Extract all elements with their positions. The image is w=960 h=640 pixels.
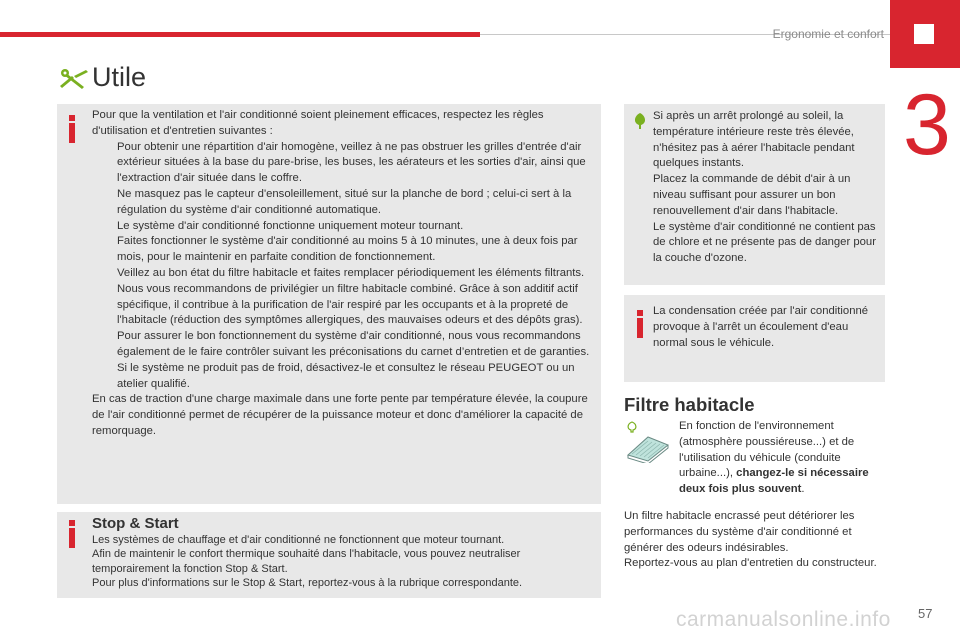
filtre-advice-bold: changez-le si nécessaire deux fois plus souvent	[679, 467, 869, 496]
ventilation-outro: En cas de traction d'une charge maximale dans une forte pente par température élevée, la coupure de l'air conditionné permet de récupérer de la puissance moteur et donc d'améliorer la capacité de remorquage.	[92, 393, 588, 437]
chapter-tab	[890, 0, 960, 68]
section-title: Ergonomie et confort	[772, 27, 884, 41]
stop-start-title: Stop & Start	[92, 515, 179, 532]
filter-recommendation: Nous vous recommandons de privilégier un filtre habitacle combiné. Grâce à son additif actif spécifique, il contribue à la purification de l'air respiré par les occupants et à la propreté de l'habitacle (réduction des symptômes allergiques, des mauvaises odeurs et des dépôts gras).	[117, 282, 583, 327]
tools-icon	[58, 68, 90, 90]
bullet-item: Faites fonctionner le système d'air conditionné au moins 5 à 10 minutes, une à deux fois par mois, pour le maintenir en parfaite condition de fonctionnement.	[117, 235, 578, 264]
ventilation-intro: Pour que la ventilation et l'air conditionné soient pleinement efficaces, respectez les règles d'utilisation et d'entretien suivantes :	[92, 109, 544, 137]
header-red-rule	[0, 32, 480, 37]
page-number: 57	[918, 606, 933, 621]
eco-leaf-icon	[633, 112, 647, 130]
bullet-item: Si le système ne produit pas de froid, désactivez-le et consultez le réseau PEUGEOT ou un atelier qualifié.	[117, 361, 575, 390]
stop-start-text: Les systèmes de chauffage et d'air conditionné ne fonctionnent que moteur tournant. Afin de maintenir le confort thermique souhaité dans l'habitacle, vous pouvez neutraliser temporairement la fonction Stop & Start. Pour plus d'informations sur le Stop & Start, reportez-vous à la rubrique correspondante.	[92, 534, 523, 590]
bullet-item: Ne masquez pas le capteur d'ensoleillement, situé sur la planche de bord ; celui-ci sert à la régulation du système d'air conditionné automatique.	[117, 187, 572, 216]
utile-title: Utile	[92, 62, 147, 92]
chapter-tab-square	[914, 24, 934, 44]
bullet-item: Pour obtenir une répartition d'air homogène, veillez à ne pas obstruer les grilles d'entrée d'air extérieur situées à la base du pare-brise, les buses, les aérateurs et les sorties d'air, ainsi que l'extraction d'air située dans le coffre.	[117, 140, 586, 185]
filtre-paragraph: Un filtre habitacle encrassé peut détériorer les performances du système d'air conditionné et générer des odeurs indésirables. Reportez-vous au plan d'entretien du constructeur.	[624, 510, 877, 570]
filtre-habitacle-title: Filtre habitacle	[624, 394, 755, 415]
bullet-item: Le système d'air conditionné fonctionne uniquement moteur tournant.	[117, 219, 464, 232]
ventilation-text	[92, 108, 595, 440]
condensation-text: La condensation créée par l'air conditionné provoque à l'arrêt un écoulement d'eau normal sous le véhicule.	[653, 305, 869, 349]
eco-leaf-icon	[626, 421, 638, 433]
chapter-number: 3	[903, 77, 951, 173]
cabin-filter-icon	[624, 433, 672, 463]
bullet-item: Veillez au bon état du filtre habitacle et faites remplacer périodiquement les éléments filtrants.	[117, 266, 585, 279]
filtre-advice: En fonction de l'environnement (atmosphère poussiéreuse...) et de l'utilisation du véhicule (conduite urbaine...), changez-le si nécessaire deux fois plus souvent.	[679, 420, 869, 496]
bullet-item: Pour assurer le bon fonctionnement du système d'air conditionné, nous vous recommandons également de le faire contrôler suivant les préconisations du carnet d’entretien et de garanties.	[117, 330, 590, 358]
watermark: carmanualsonline.info	[676, 608, 891, 631]
sun-advice-text: Si après un arrêt prolongé au soleil, la température intérieure reste très élevée, n'hésitez pas à aérer l'habitacle pendant quelques instants. Placez la commande de débit d'air à un niveau suffisant pour assurer un bon renouvellement d'air dans l'habitacle. Le système d'air conditionné ne contient pas de chlore et ne présente pas de danger pour la couche d'ozone.	[653, 110, 876, 265]
